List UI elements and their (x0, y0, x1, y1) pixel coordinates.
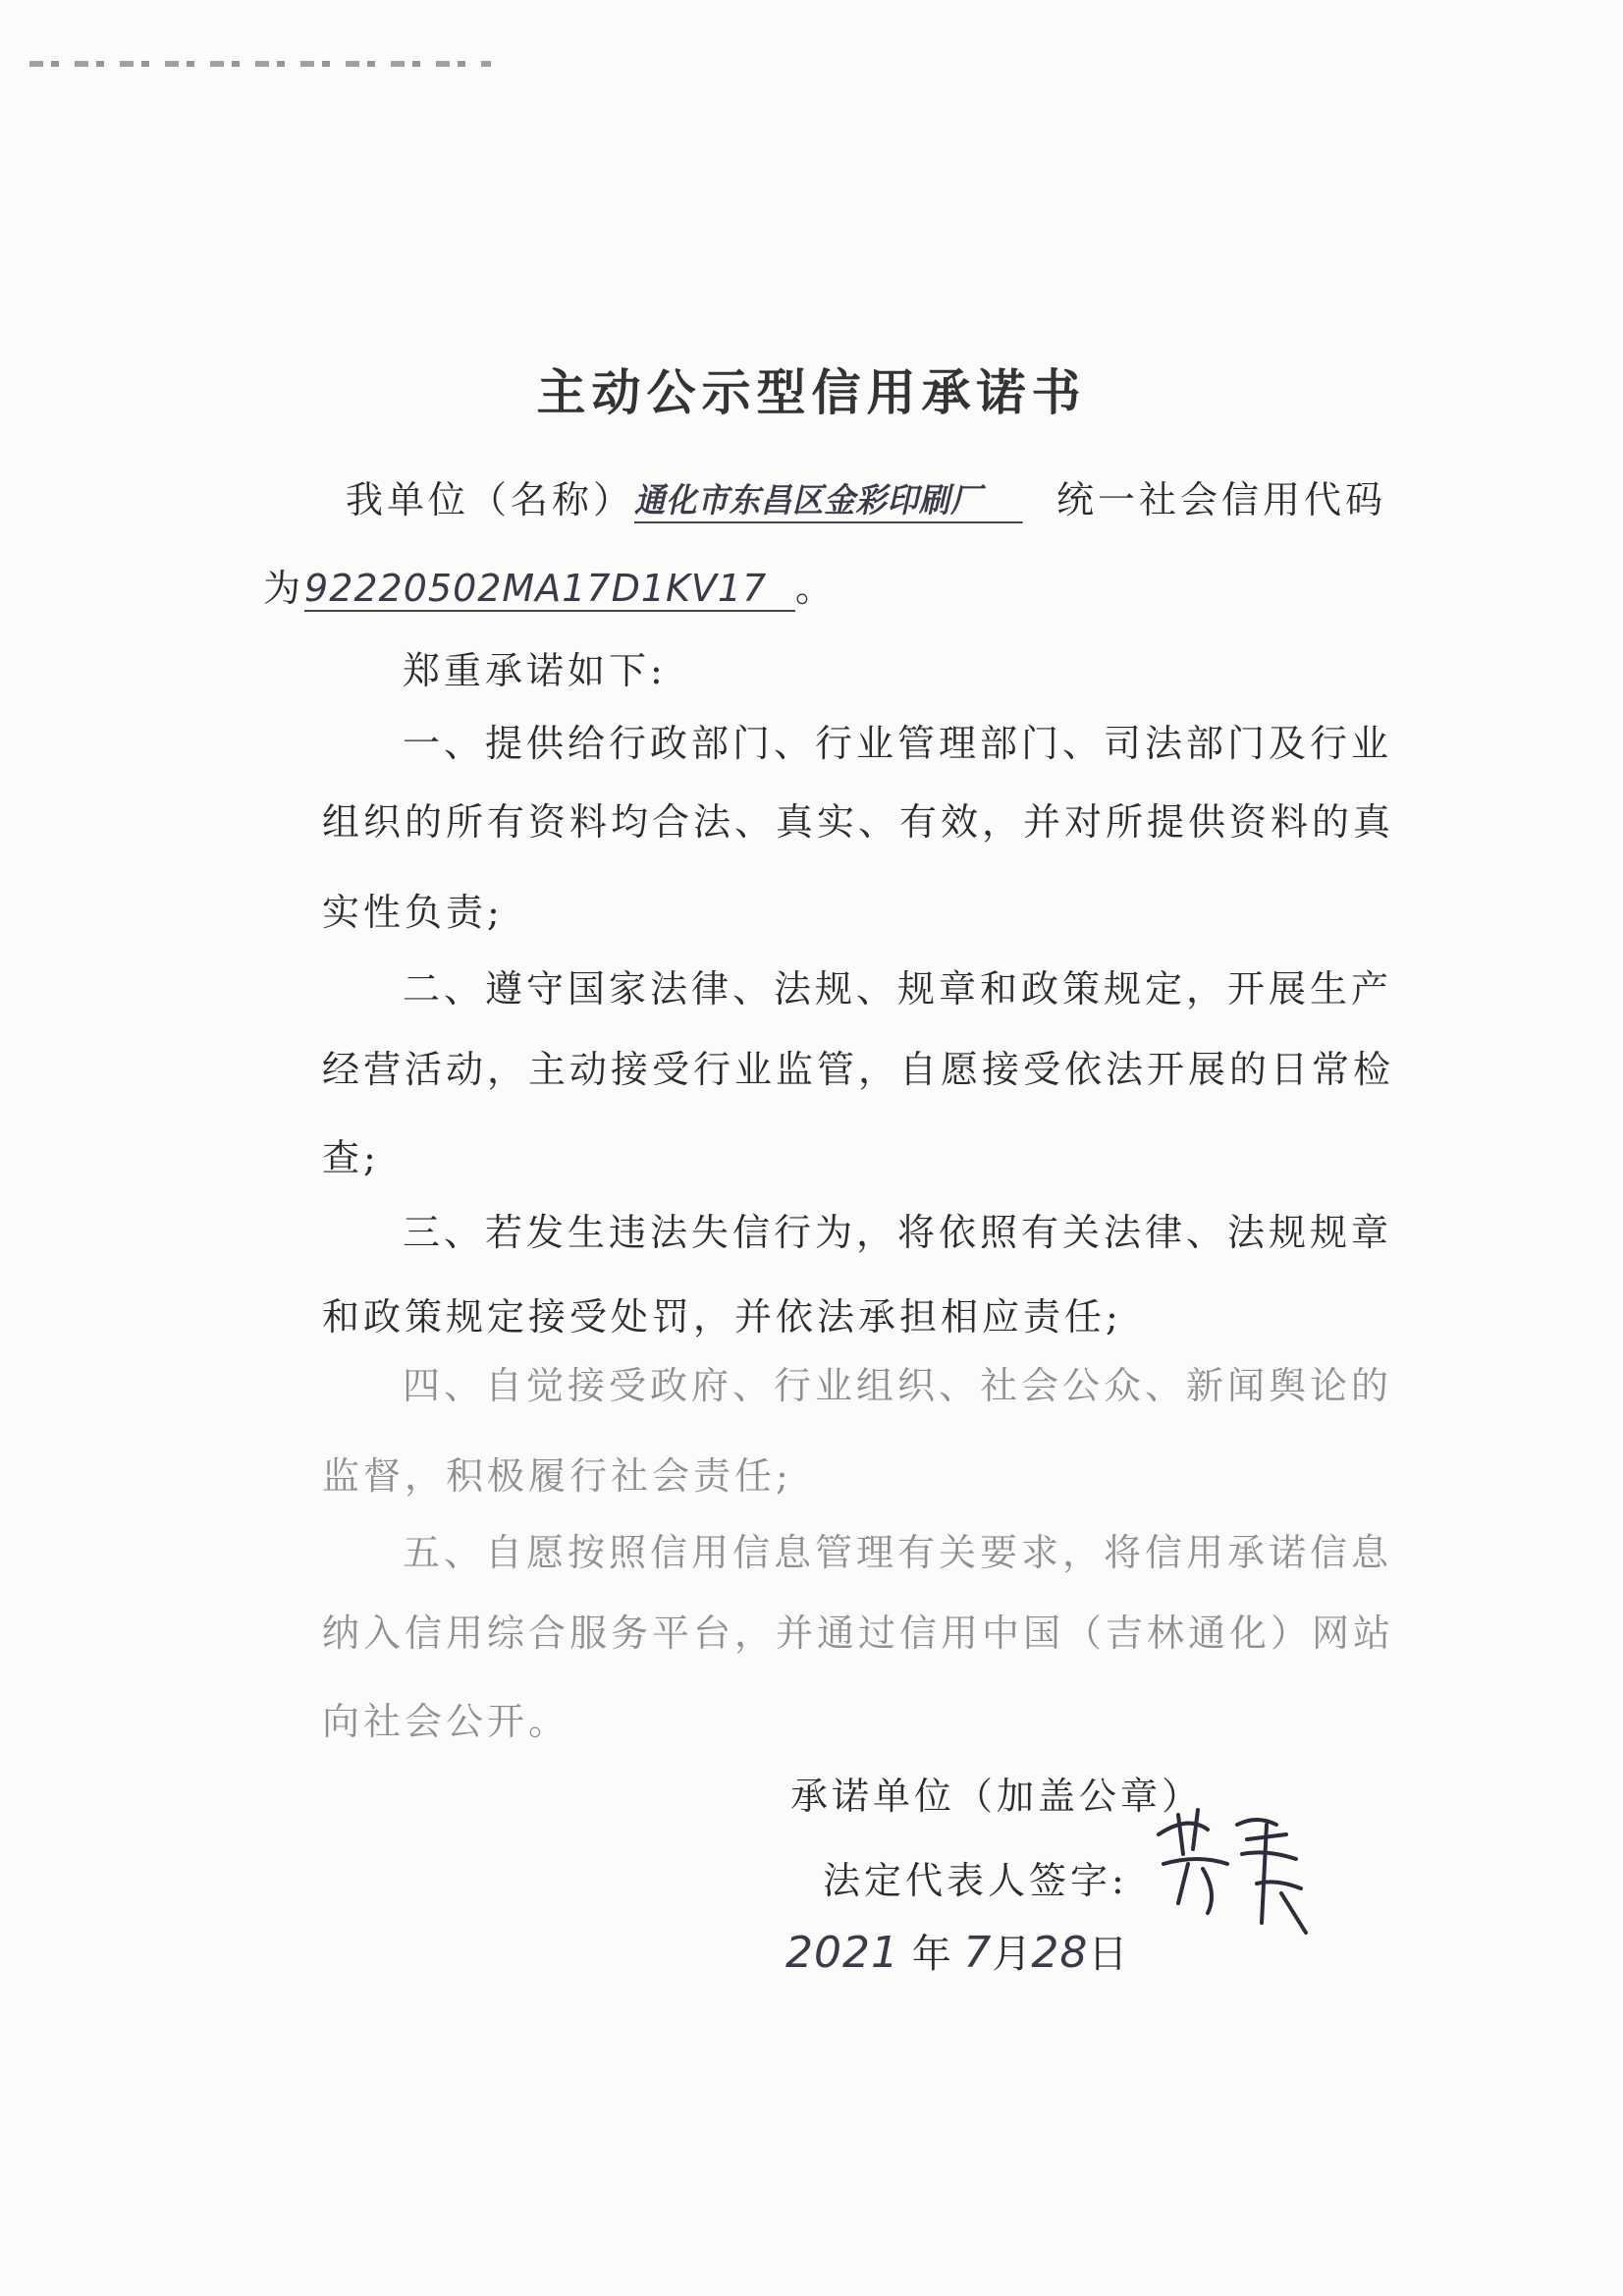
paragraph-3-line-2: 和政策规定接受处罚，并依法承担相应责任; (322, 1295, 1122, 1339)
paragraph-1-line-2: 组织的所有资料均合法、真实、有效，并对所提供资料的真 (322, 800, 1395, 844)
paragraph-4-line-2: 监督，积极履行社会责任; (322, 1454, 792, 1498)
company-name-handwritten: 通化市东昌区金彩印刷厂 (634, 473, 1023, 523)
signing-date (785, 1923, 1127, 1979)
intro-suffix: 统一社会信用代码 (1056, 478, 1387, 521)
credit-code-line (263, 558, 837, 612)
intro-prefix: 我单位（名称） (346, 478, 635, 521)
paragraph-1-line-3: 实性负责; (322, 891, 504, 934)
date-month: 7 (963, 1928, 993, 1978)
scan-artifact (29, 61, 491, 67)
paragraph-3-line-1: 三、若发生违法失信行为，将依照有关法律、法规规章 (403, 1211, 1393, 1254)
date-day: 28 (1031, 1928, 1089, 1978)
paragraph-2-line-1: 二、遵守国家法律、法规、规章和政策规定，开展生产 (403, 967, 1393, 1011)
paragraph-2-line-2: 经营活动，主动接受行业监管，自愿接受依法开展的日常检 (322, 1048, 1395, 1091)
solemn-line: 郑重承诺如下: (403, 649, 667, 692)
credit-code-handwritten: 92220502MA17D1KV17 (304, 567, 795, 612)
date-day-suffix: 日 (1088, 1932, 1128, 1977)
date-year: 2021 (785, 1928, 899, 1978)
document-title: 主动公示型信用承诺书 (536, 363, 1087, 421)
paragraph-5-line-2: 纳入信用综合服务平台，并通过信用中国（吉林通化）网站 (322, 1612, 1395, 1655)
paragraph-4-line-1: 四、自觉接受政府、行业组织、社会公众、新闻舆论的 (403, 1364, 1393, 1407)
legal-rep-label: 法定代表人签字: (823, 1859, 1128, 1902)
code-prefix: 为 (263, 567, 305, 610)
date-year-suffix: 年 (911, 1932, 951, 1977)
commitment-unit-label: 承诺单位（加盖公章） (790, 1775, 1204, 1818)
paragraph-5-line-1: 五、自愿按照信用信息管理有关要求，将信用承诺信息 (403, 1531, 1393, 1574)
handwritten-signature (1149, 1795, 1316, 1942)
intro-line (346, 469, 1386, 523)
code-suffix: 。 (795, 567, 838, 610)
paragraph-2-line-3: 查; (322, 1136, 380, 1179)
paragraph-1-line-1: 一、提供给行政部门、行业管理部门、司法部门及行业 (403, 722, 1393, 765)
paragraph-5-line-3: 向社会公开。 (322, 1700, 570, 1743)
date-month-suffix: 月 (992, 1932, 1032, 1977)
